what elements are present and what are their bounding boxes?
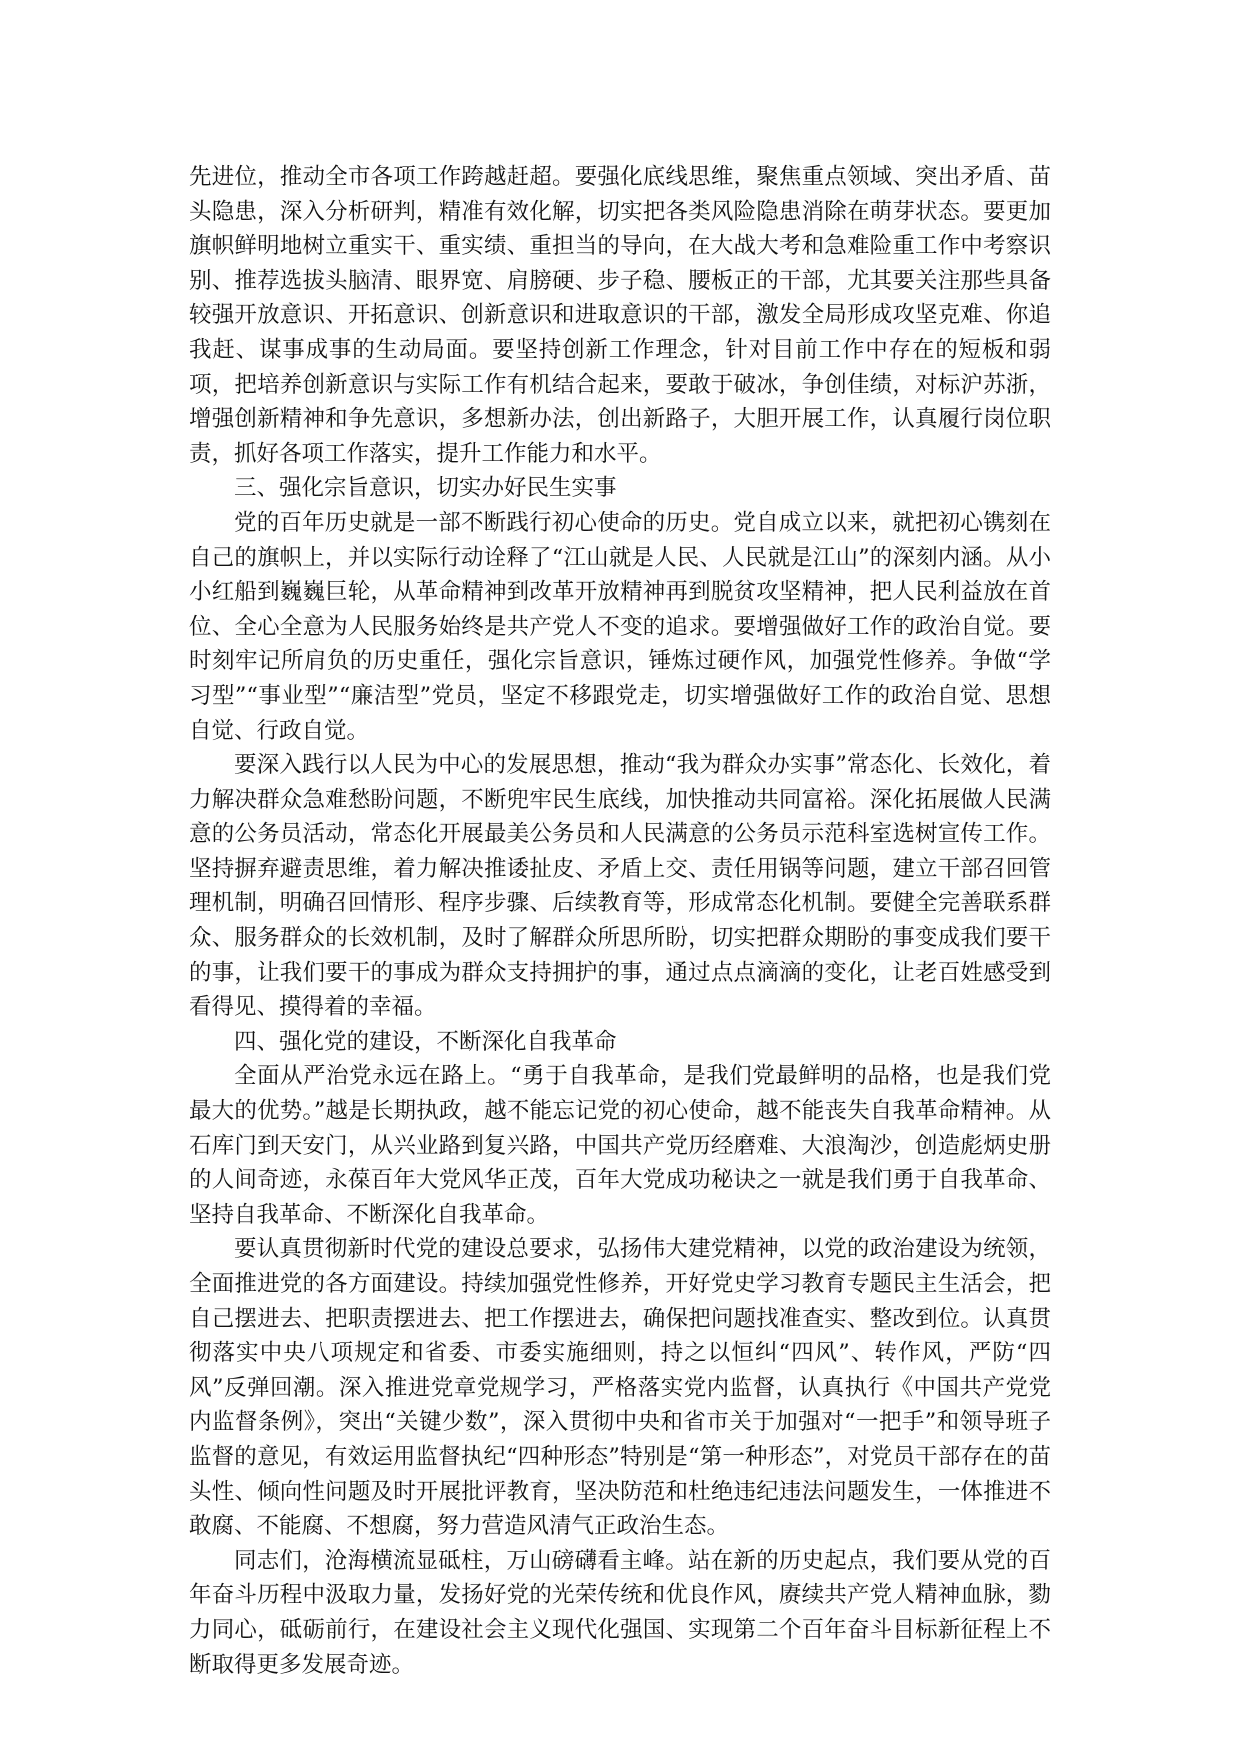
paragraph-people-centered: 要深入践行以人民为中心的发展思想，推动“我为群众办实事”常态化、长效化，着力解决群众急难愁盼问题，不断兜牢民生底线，加快推动共同富裕。深化拓展做人民满意的公务员活动，常态化开展最美公务员和人民满意的公务员示范科室选树宣传工作。坚持摒弃避责思维，着力解决推诿扯皮、矛盾上交、责任用锅等问题，建立干部召回管理机制，明确召回情形、程序步骤、后续教育等，形成常态化机制。要健全完善联系群众、服务群众的长效机制，及时了解群众所思所盼，切实把群众期盼的事变成我们要干的事，让我们要干的事成为群众支持拥护的事，通过点点滴滴的变化，让老百姓感受到看得见、摸得着的幸福。: [189, 752, 1051, 1021]
section-heading-four: 四、强化党的建设，不断深化自我革命: [234, 1028, 617, 1055]
document-page: [189, 160, 1051, 1682]
section-heading-three: 三、强化宗旨意识，切实办好民生实事: [234, 475, 617, 502]
paragraph-continuation: 先进位，推动全市各项工作跨越赶超。要强化底线思维，聚焦重点领域、突出矛盾、苗头隐患，深入分析研判，精准有效化解，切实把各类风险隐患消除在萌芽状态。要更加旗帜鲜明地树立重实干、重实绩、重担当的导向，在大战大考和急难险重工作中考察识别、推荐选拔头脑清、眼界宽、肩膀硬、步子稳、腰板正的干部，尤其要关注那些具备较强开放意识、开拓意识、创新意识和进取意识的干部，激发全局形成攻坚克难、你追我赶、谋事成事的生动局面。要坚持创新工作理念，针对目前工作中存在的短板和弱项，把培养创新意识与实际工作有机结合起来，要敢于破冰，争创佳绩，对标沪苏浙，增强创新精神和争先意识，多想新办法，创出新路子，大胆开展工作，认真履行岗位职责，抓好各项工作落实，提升工作能力和水平。: [189, 164, 1051, 467]
paragraph-party-building: 要认真贯彻新时代党的建设总要求，弘扬伟大建党精神，以党的政治建设为统领，全面推进党的各方面建设。持续加强党性修养，开好党史学习教育专题民主生活会，把自己摆进去、把职责摆进去、把工作摆进去，确保把问题找准查实、整改到位。认真贯彻落实中央八项规定和省委、市委实施细则，持之以恒纠“四风”、转作风，严防“四风”反弹回潮。深入推进党章党规学习，严格落实党内监督，认真执行《中国共产党党内监督条例》，突出“关键少数”，深入贯彻中央和省市关于加强对“一把手”和领导班子监督的意见，有效运用监督执纪“四种形态”特别是“第一种形态”，对党员干部存在的苗头性、倾向性问题及时开展批评教育，坚决防范和杜绝违纪违法问题发生，一体推进不敢腐、不能腐、不想腐，努力营造风清气正政治生态。: [189, 1236, 1051, 1540]
paragraph-closing: 同志们，沧海横流显砥柱，万山磅礴看主峰。站在新的历史起点，我们要从党的百年奋斗历程中汲取力量，发扬好党的光荣传统和优良作风，赓续共产党人精神血脉，勠力同心，砥砺前行，在建设社会主义现代化强国、实现第二个百年奋斗目标新征程上不断取得更多发展奇迹。: [189, 1547, 1051, 1678]
paragraph-party-history: 党的百年历史就是一部不断践行初心使命的历史。党自成立以来，就把初心镌刻在自己的旗帜上，并以实际行动诠释了“江山就是人民、人民就是江山”的深刻内涵。从小小红船到巍巍巨轮，从革命精神到改革开放精神再到脱贫攻坚精神，把人民利益放在首位、全心全意为人民服务始终是共产党人不变的追求。要增强做好工作的政治自觉。要时刻牢记所肩负的历史重任，强化宗旨意识，锤炼过硬作风，加强党性修养。争做“学习型”“事业型”“廉洁型”党员，坚定不移跟党走，切实增强做好工作的政治自觉、思想自觉、行政自觉。: [189, 509, 1051, 744]
paragraph-self-revolution: 全面从严治党永远在路上。“勇于自我革命，是我们党最鲜明的品格，也是我们党最大的优势。”越是长期执政，越不能忘记党的初心使命，越不能丧失自我革命精神。从石库门到天安门，从兴业路到复兴路，中国共产党历经磨难、大浪淘沙，创造彪炳史册的人间奇迹，永葆百年大党风华正茂，百年大党成功秘诀之一就是我们勇于自我革命、坚持自我革命、不断深化自我革命。: [189, 1063, 1051, 1228]
